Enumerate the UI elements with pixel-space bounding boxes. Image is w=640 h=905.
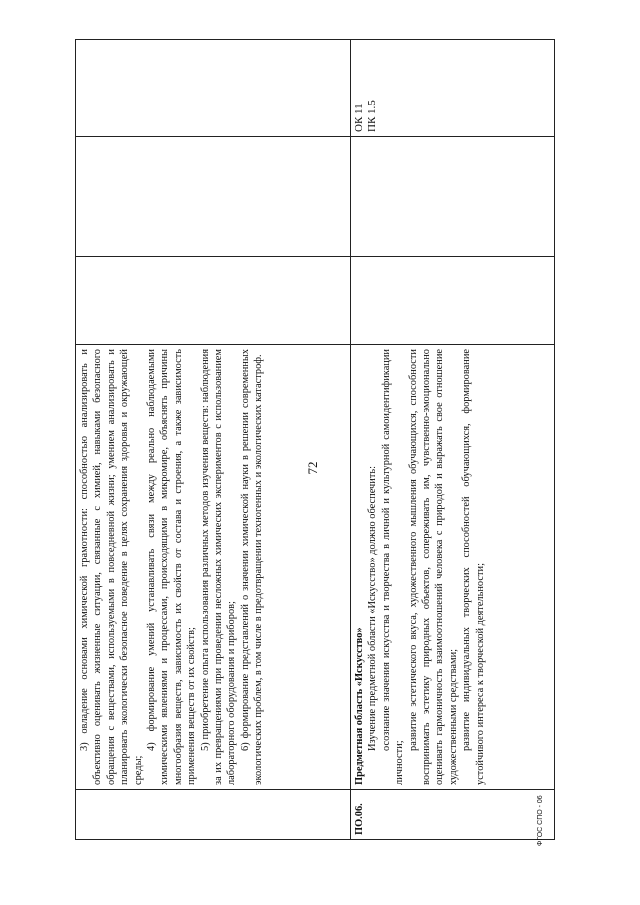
paragraph: развитие индивидуальных творческих способностей обучающихся, формирование устойчивого интереса к творческой деятельности; [461,349,486,785]
empty-cell [351,257,555,345]
paragraph: 4) формирование умений устанавливать связи между реально наблюдаемыми химическими явлениями и процессами, происходящими в микромире, объяснять причины многообразия веществ, зависимость их свойств от состава и строения, а также зависимость применения веществ от их свойств; [146,349,198,785]
paragraph: осознание значения искусства и творчества в личной и культурной самоидентификации личности; [380,349,406,785]
competency-code: ПК 1.5 [366,100,378,132]
paragraph: 3) овладение основами химической грамотности: способностью анализировать и объективно оценивать жизненные ситуации, связанные с химией, навыками безопасного обращения с веществами, используемыми в повседневной жизни; умением анализировать и планировать экологически безопасное поведение в целях сохранения здоровья и окружающей среды; [79,349,144,785]
competencies-cell [351,40,555,137]
page-number: 72 [305,461,320,475]
empty-cell [76,137,351,257]
empty-cell [351,137,555,257]
table-row [76,40,351,840]
code-cell [351,790,555,840]
subject-code: ПО.06. [354,803,365,835]
paragraph: развитие эстетического вкуса, художественного мышления обучающихся, способности воспринимать эстетику природных объектов, сопереживать им, чувственно-эмоционально оценивать гармоничность взаимоотношений человека с природой и выражать свое отношение художественными средствами; [407,349,459,785]
competency-code: ОК 11 [353,103,365,132]
code-cell [76,790,351,840]
paragraph: Изучение предметной области «Искусство» должно обеспечить: [367,466,379,751]
content-cell [76,345,351,790]
rotated-page-content [75,40,555,840]
content-cell [351,345,555,790]
competencies-cell [76,40,351,137]
subject-title: Предметная область «Искусство» [354,627,365,785]
document-table [75,39,555,840]
paragraph: 5) приобретение опыта использования различных методов изучения веществ: наблюдения за их превращениями при проведении несложных химических экспериментов с использованием лабораторного оборудования и приборов; [199,349,238,785]
footer-text: ФГОС СПО - 06 [537,795,544,846]
empty-cell [76,257,351,345]
table-row [351,40,555,840]
paragraph: 6) формирование представлений о значении химической науки в решении современных экологических проблем, в том числе в предотвращении техногенных и экологических катастроф. [239,349,265,785]
